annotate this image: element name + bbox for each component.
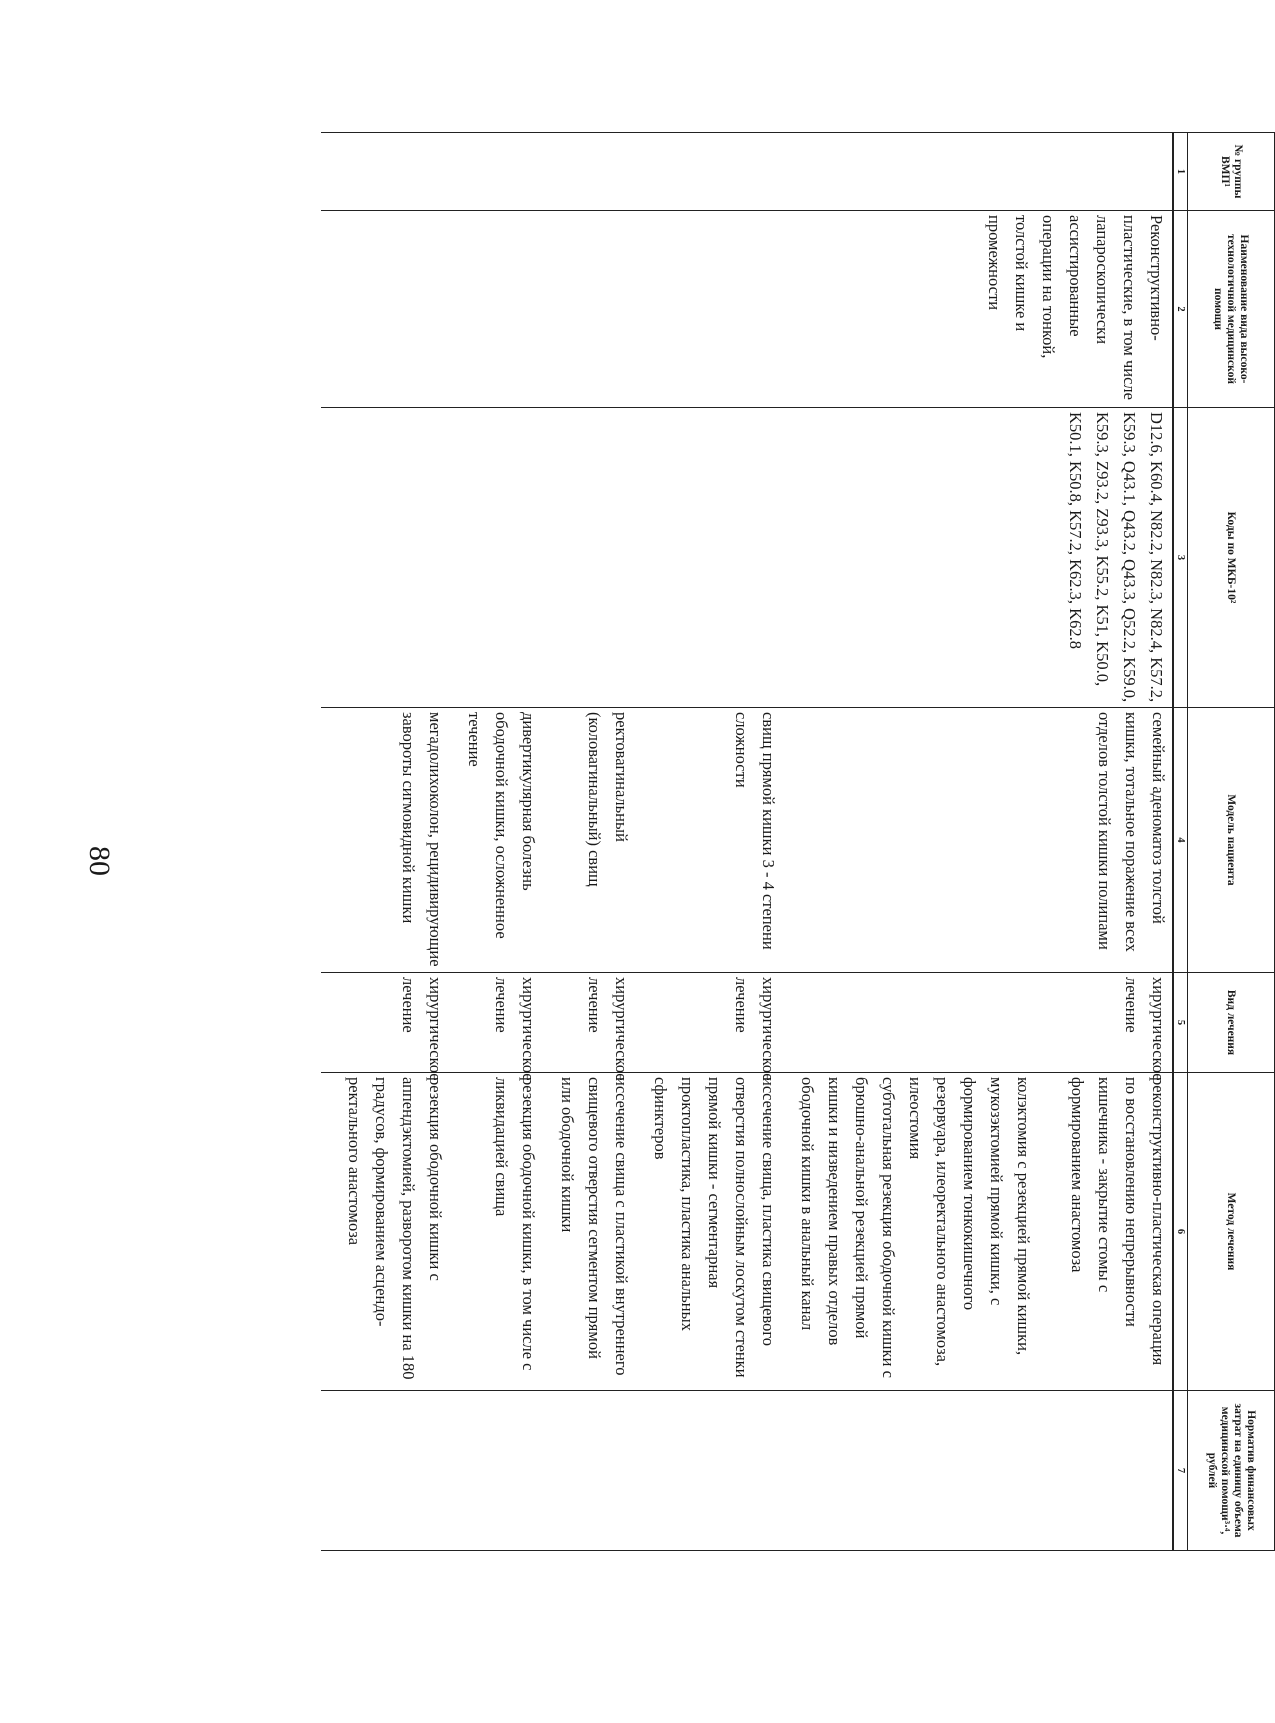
- table-header: [1173, 133, 1275, 1551]
- header-icd-codes: Коды по МКБ-10²: [1188, 408, 1275, 708]
- column-number-row: [1173, 133, 1188, 1551]
- page-number: 80: [83, 846, 116, 876]
- treatment-method-item: колэктомия с резекцией прямой кишки, мукозэктомией прямой кишки, с формированием тонкокишечного резервуара, илеоректального анастомоза, илеостомия: [906, 1077, 1033, 1367]
- group-number: [794, 133, 1173, 211]
- treatment-type: хирургическое лечение: [461, 973, 554, 1073]
- care-type-name: Реконструктивно-пластические, в том числе лапароскопически ассистированные операции на тонкой, толстой кишке и промежности: [794, 211, 1173, 408]
- vmp-table-container: [136, 132, 1275, 1550]
- treatment-type: хирургическое лечение: [321, 973, 461, 1073]
- patient-model: дивертикулярная болезнь ободочной кишки, осложненное течение: [461, 708, 554, 973]
- table-row: [321, 133, 461, 1551]
- column-number: 3: [1173, 408, 1188, 708]
- treatment-type: хирургическое лечение: [647, 973, 794, 1073]
- patient-model: мегадолихоколон, рецидивирующие завороты сигмовидной кишки: [321, 708, 461, 973]
- header-cost-norm: Норматив финансовых затрат на единицу объема медицинской помощи³·⁴, рублей: [1188, 1391, 1275, 1551]
- column-number: 1: [1173, 133, 1188, 211]
- table-row: [461, 133, 554, 1551]
- treatment-method: резекция ободочной кишки, в том числе с ликвидацией свища: [461, 1073, 554, 1391]
- cost-norm: [794, 1391, 1173, 1551]
- treatment-method: иссечение свища, пластика свищевого отверстия полнослойным лоскутом стенки прямой кишки - сегментарная проктопластика, пластика анальных сфинктеров: [647, 1073, 794, 1391]
- treatment-type: хирургическое лечение: [794, 973, 1173, 1073]
- table-row: [794, 133, 1173, 1551]
- vmp-table: [321, 132, 1275, 1551]
- column-number: 2: [1173, 211, 1188, 408]
- patient-model: семейный аденоматоз толстой кишки, тотальное поражение всех отделов толстой кишки полипами: [794, 708, 1173, 973]
- column-number: 5: [1173, 973, 1188, 1073]
- header-treatment-type: Вид лечения: [1188, 973, 1275, 1073]
- treatment-method: иссечение свища с пластикой внутреннего свищевого отверстия сегментом прямой или ободочной кишки: [554, 1073, 647, 1391]
- header-group-number: № группы ВМП¹: [1188, 133, 1275, 211]
- treatment-type: хирургическое лечение: [554, 973, 647, 1073]
- treatment-method: резекция ободочной кишки с аппендэктомией, разворотом кишки на 180 градусов, формированием асцендо-ректального анастомоза: [321, 1073, 461, 1391]
- column-number: 6: [1173, 1073, 1188, 1391]
- icd-codes: D12.6, K60.4, N82.2, N82.3, N82.4, K57.2, K59.3, Q43.1, Q43.2, Q43.3, Q52.2, K59.0, K59.3, Z93.2, Z93.3, K55.2, K51, K50.0, K50.1, K50.8, K57.2, K62.3, K62.8: [794, 408, 1173, 708]
- treatment-method: [794, 1073, 1173, 1391]
- treatment-method-item: реконструктивно-пластическая операция по восстановлению непрерывности кишечника - закрытие стомы с формированием анастомоза: [1068, 1077, 1168, 1366]
- header-care-type: Наименование вида высоко-технологичной медицинской помощи: [1188, 211, 1275, 408]
- treatment-method-item: субтотальная резекция ободочной кишки с брюшно-анальной резекцией прямой кишки и низведением правых отделов ободочной кишки в анальный канал: [798, 1077, 898, 1378]
- table-row: [647, 133, 794, 1551]
- header-patient-model: Модель пациента: [1188, 708, 1275, 973]
- column-number: 4: [1173, 708, 1188, 973]
- patient-model: ректовагинальный (коловагинальный) свищ: [554, 708, 647, 973]
- patient-model: свищ прямой кишки 3 - 4 степени сложности: [647, 708, 794, 973]
- header-treatment-method: Метод лечения: [1188, 1073, 1275, 1391]
- column-number: 7: [1173, 1391, 1188, 1551]
- table-row: [554, 133, 647, 1551]
